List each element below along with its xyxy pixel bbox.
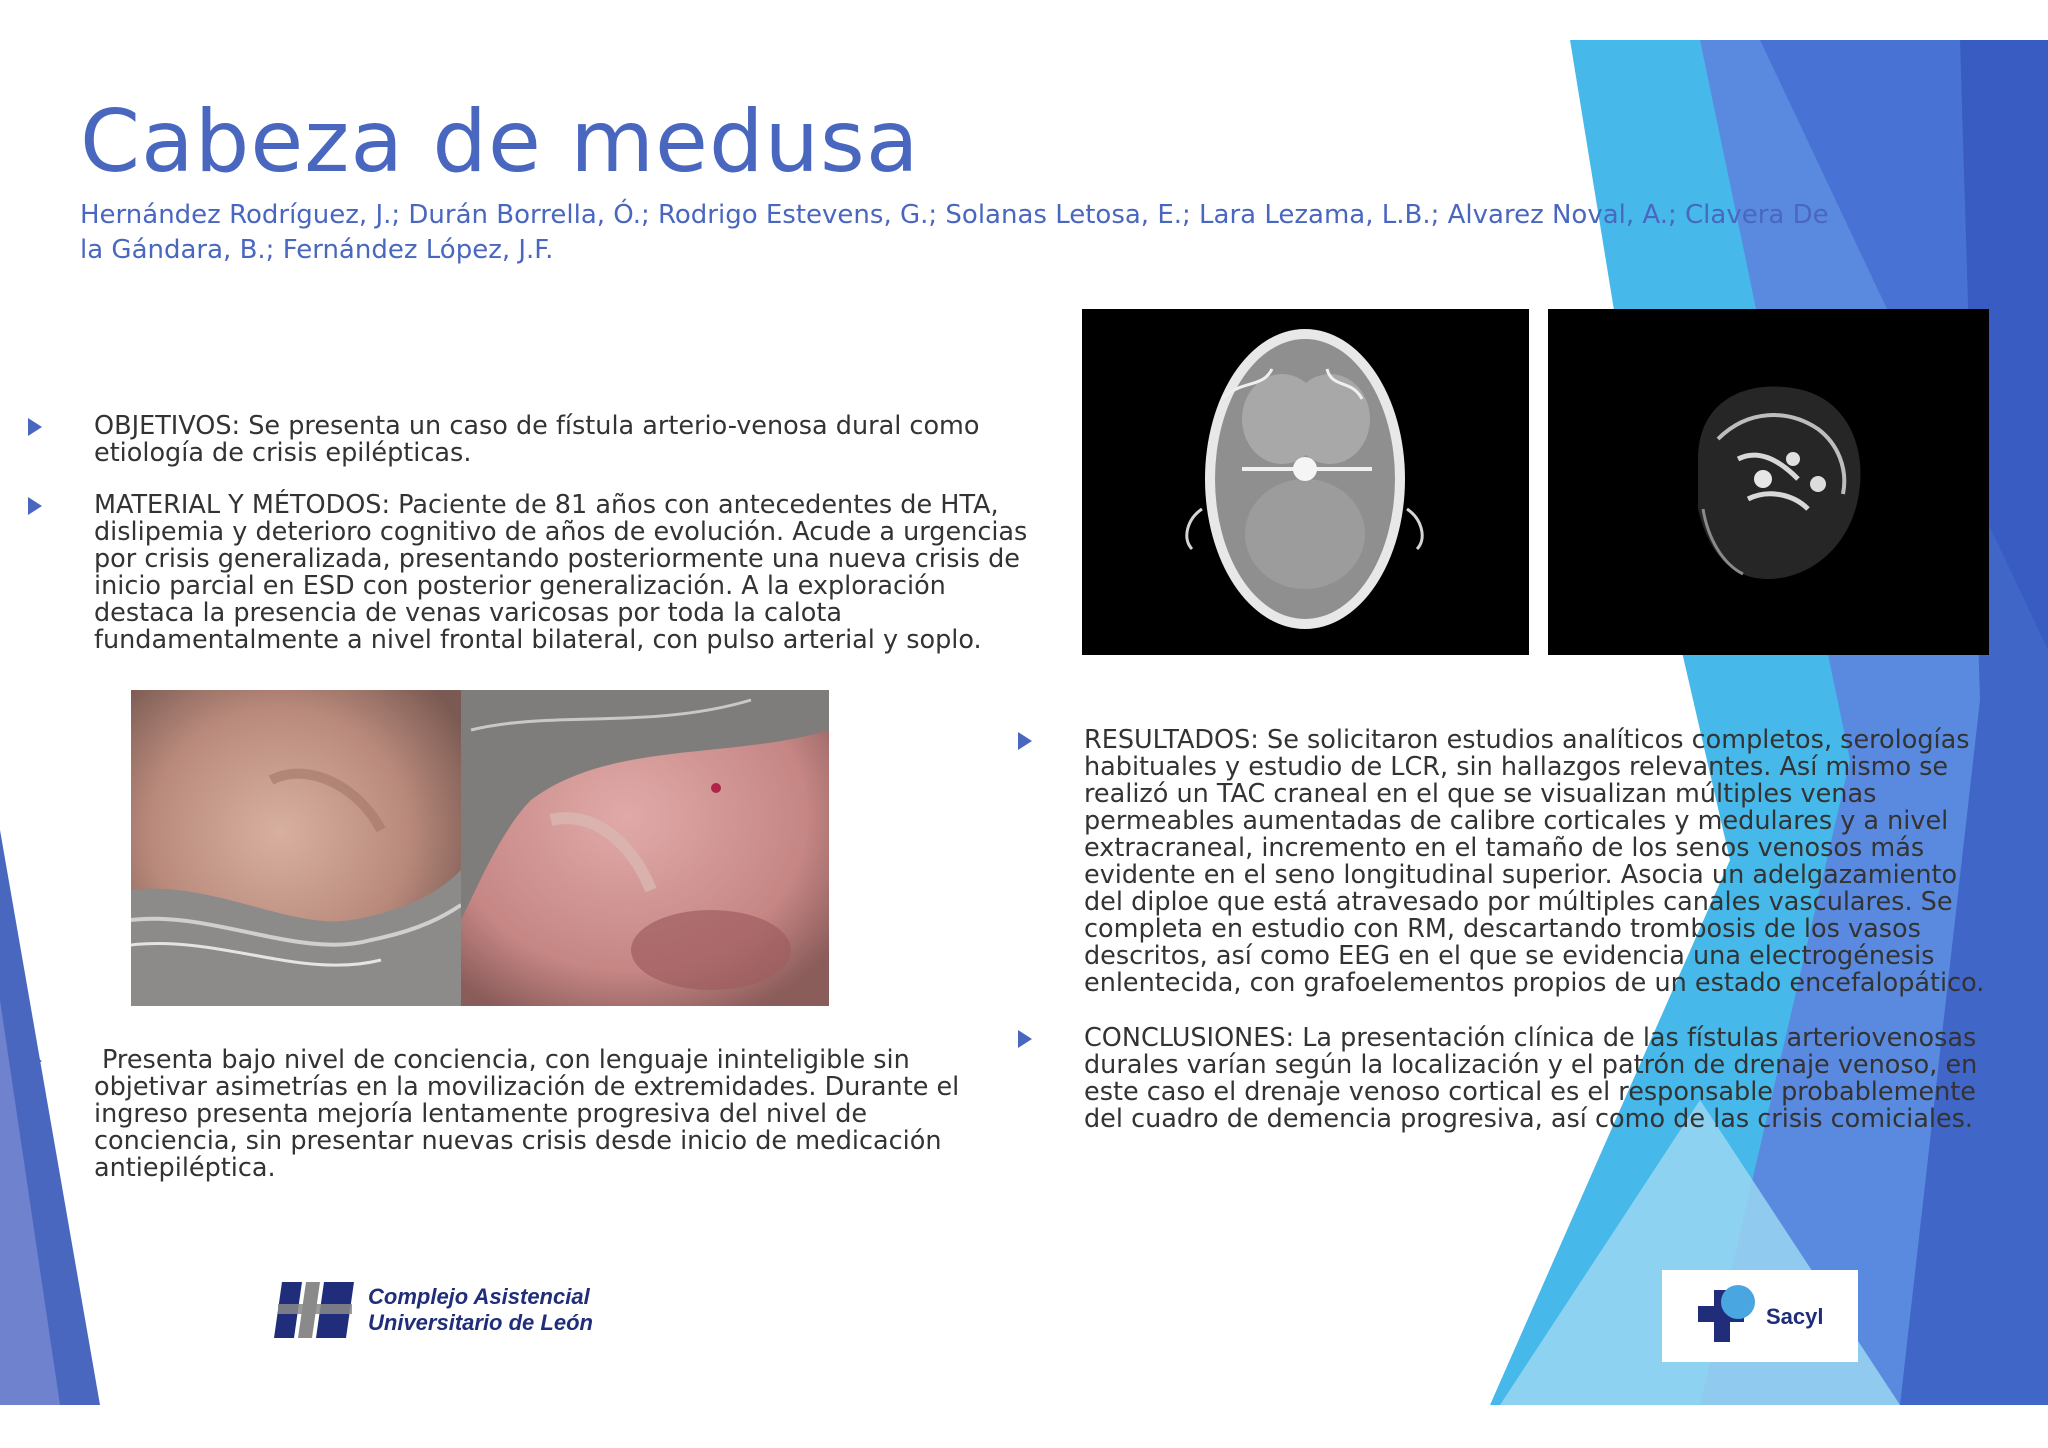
section-conclusiones: CONCLUSIONES: La presentación clínica de las fístulas arteriovenosas durales varían según la localización y el patrón de drenaje venoso, en este caso el drenaje venoso cortical es el responsable probablemente del cuadro de demencia progresiva, así como de las crisis comiciales. xyxy=(1084,1023,1978,1134)
authors-list: Hernández Rodríguez, J.; Durán Borrella, Ó.; Rodrigo Estevens, G.; Solanas Letosa, E.; Lara Lezama, L.B.; Alvarez Noval, A.; Clavera De la Gándara, B.; Fernández López, J.F. xyxy=(80,200,1829,265)
section-evolucion: Presenta bajo nivel de conciencia, con lenguaje ininteligible sin objetivar asimetrías en la movilización de extremidades. Durante el ingreso presenta mejoría lentamente progresiva del nivel de conciencia, sin presentar nuevas crisis desde inicio de medicación antiepiléptica. xyxy=(94,1045,960,1183)
hospital-name-line1: Complejo Asistencial xyxy=(368,1284,590,1309)
bullet-arrow-icon xyxy=(1018,1030,1032,1048)
hospital-name-line2: Universitario de León xyxy=(368,1310,593,1335)
section-material-metodos: MATERIAL Y MÉTODOS: Paciente de 81 años con antecedentes de HTA, dislipemia y deterioro cognitivo de años de evolución. Acude a urgencias por crisis generalizada, presentando posteriormente una nueva crisis de inicio parcial en ESD con posterior generalización. A la exploración destaca la presencia de venas varicosas por toda la calota fundamentalmente a nivel frontal bilateral, con pulso arterial y soplo. xyxy=(94,490,1028,655)
hospital-logo-mark xyxy=(272,1278,356,1342)
section-objetivos: OBJETIVOS: Se presenta un caso de fístula arterio-venosa dural como etiología de crisis epilépticas. xyxy=(94,411,980,468)
sacyl-logo-mark xyxy=(1698,1282,1768,1352)
hospital-logo xyxy=(272,1278,592,1342)
mri-angiography-image xyxy=(1548,309,1989,655)
clinical-photo xyxy=(131,690,829,1006)
bullet-arrow-icon xyxy=(28,1052,42,1070)
page-title: Cabeza de medusa xyxy=(80,92,920,192)
bullet-arrow-icon xyxy=(28,497,42,515)
sacyl-logo xyxy=(1662,1270,1858,1362)
section-resultados: RESULTADOS: Se solicitaron estudios analíticos completos, serologías habituales y estudio de LCR, sin hallazgos relevantes. Así mismo se realizó un TAC craneal en el que se visualizan múltiples venas permeables aumentadas de calibre corticales y medulares y a nivel extracraneal, incremento en el tamaño de los senos venosos más evidente en el seno longitudinal superior. Asocia un adelgazamiento del diploe que está atravesado por múltiples canales vasculares. Se completa en estudio con RM, descartando trombosis de los vasos descritos, así como EEG en el que se evidencia una electrogénesis enlentecida, con grafoelementos propios de un estado encefalopático. xyxy=(1084,725,1985,998)
bullet-arrow-icon xyxy=(1018,732,1032,750)
bullet-arrow-icon xyxy=(28,418,42,436)
ct-axial-scan-image xyxy=(1082,309,1529,655)
sacyl-text: Sacyl xyxy=(1766,1304,1824,1329)
